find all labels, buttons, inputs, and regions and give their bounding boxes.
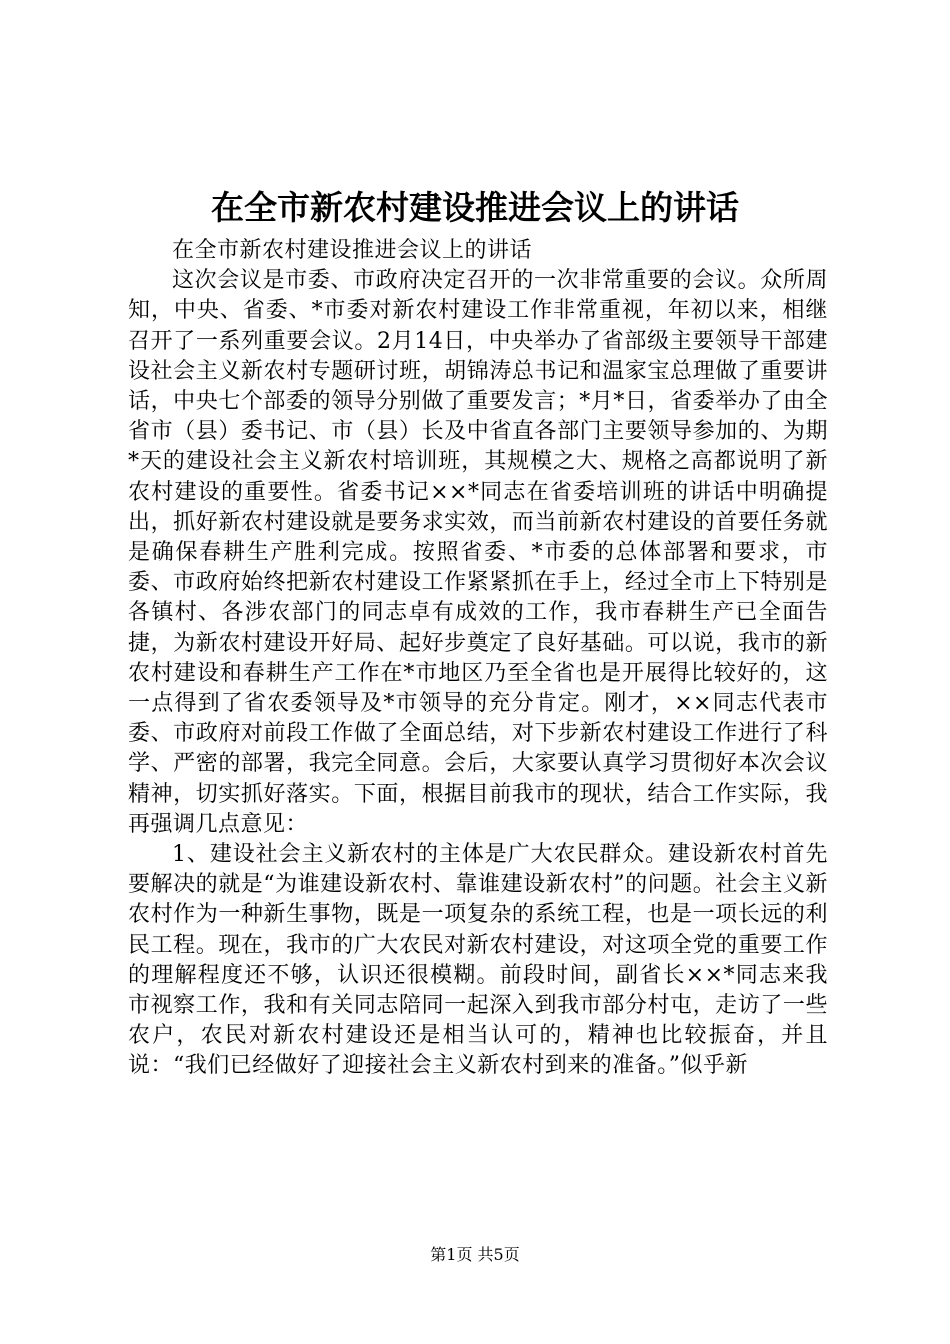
- document-body: [128, 236, 828, 1082]
- document-title: 在全市新农村建设推进会议上的讲话: [211, 188, 739, 227]
- paragraph-heading-repeat: 在全市新农村建设推进会议上的讲话: [172, 238, 533, 263]
- paragraph-point-1: 1、建设社会主义新农村的主体是广大农民群众。建设新农村首先要解决的就是“为谁建设新农村、靠谁建设新农村”的问题。社会主义新农村作为一种新生事物，既是一项复杂的系统工程，也是一项长远的利民工程。现在，我市的广大农民对新农村建设，对这项全党的重要工作的理解程度还不够，认识还很模糊。前段时间，副省长××*同志来我市视察工作，我和有关同志陪同一起深入到我市部分村屯，走访了一些农户，农民对新农村建设还是相当认可的，精神也比较振奋，并且说：“我们已经做好了迎接社会主义新农村到来的准备。”似乎新: [128, 842, 828, 1079]
- paragraph-intro: 这次会议是市委、市政府决定召开的一次非常重要的会议。众所周知，中央、省委、*市委对新农村建设工作非常重视，年初以来，相继召开了一系列重要会议。2月14日，中央举办了省部级主要领导干部建设社会主义新农村专题研讨班，胡锦涛总书记和温家宝总理做了重要讲话，中央七个部委的领导分别做了重要发言；*月*日，省委举办了由全省市（县）委书记、市（县）长及中省直各部门主要领导参加的、为期*天的建设社会主义新农村培训班，其规模之大、规格之高都说明了新农村建设的重要性。省委书记××*同志在省委培训班的讲话中明确提出，抓好新农村建设就是要务求实效，而当前新农村建设的首要任务就是确保春耕生产胜利完成。按照省委、*市委的总体部署和要求，市委、市政府始终把新农村建设工作紧紧抓在手上，经过全市上下特别是各镇村、各涉农部门的同志卓有成效的工作，我市春耕生产已全面告捷，为新农村建设开好局、起好步奠定了良好基础。可以说，我市的新农村建设和春耕生产工作在*市地区乃至全省也是开展得比较好的，这一点得到了省农委领导及*市领导的充分肯定。刚才，××同志代表市委、市政府对前段工作做了全面总结，对下步新农村建设工作进行了科学、严密的部署，我完全同意。会后，大家要认真学习贯彻好本次会议精神，切实抓好落实。下面，根据目前我市的现状，结合工作实际，我再强调几点意见：: [128, 268, 828, 837]
- page-footer: 第1页 共5页: [430, 1245, 520, 1264]
